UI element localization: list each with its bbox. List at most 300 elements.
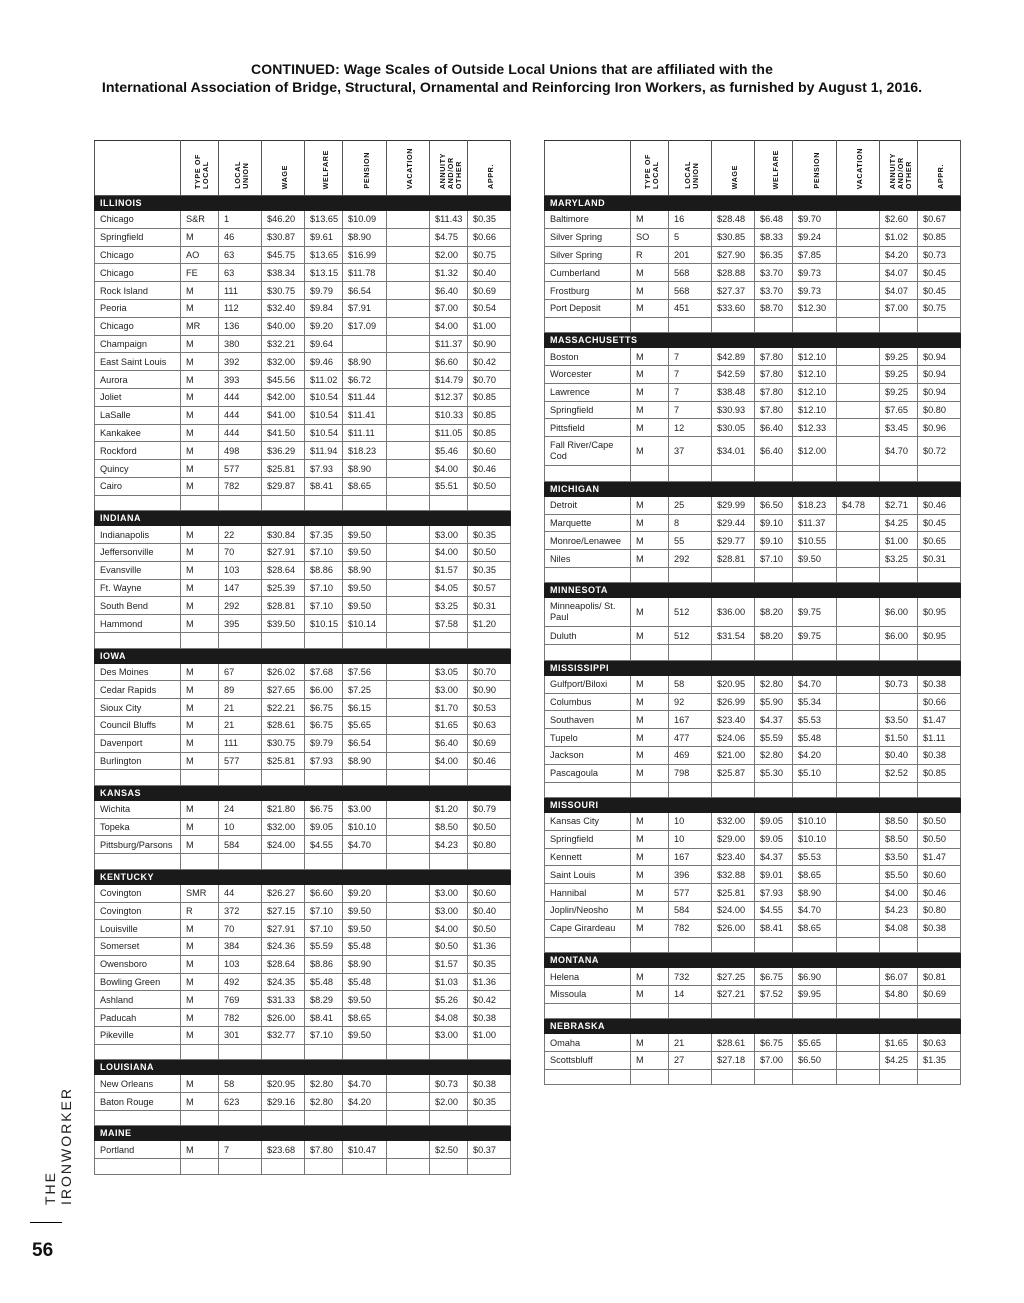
table-cell: $25.81 — [262, 752, 305, 770]
table-cell: $9.01 — [755, 866, 793, 884]
table-cell: Tupelo — [545, 729, 631, 747]
table-cell: Niles — [545, 550, 631, 568]
spacer-cell — [793, 782, 837, 798]
table-cell: $31.33 — [262, 991, 305, 1009]
table-cell: $9.50 — [343, 991, 387, 1009]
table-cell: 10 — [669, 813, 712, 831]
table-row — [545, 711, 961, 729]
spacer-cell — [918, 466, 961, 482]
column-header — [755, 141, 793, 196]
table-cell: $9.50 — [343, 1027, 387, 1045]
column-header-label: VACATION — [855, 147, 864, 189]
table-cell: $1.36 — [468, 938, 511, 956]
table-cell: Helena — [545, 968, 631, 986]
spacer-cell — [837, 466, 880, 482]
table-cell — [387, 299, 430, 317]
table-cell: $0.50 — [468, 544, 511, 562]
table-row — [545, 764, 961, 782]
table-cell: 21 — [219, 699, 262, 717]
page-number: 56 — [32, 1240, 54, 1261]
table-cell: $5.53 — [793, 848, 837, 866]
table-row — [545, 550, 961, 568]
table-cell: M — [631, 866, 669, 884]
table-cell — [387, 681, 430, 699]
table-cell: $0.50 — [918, 830, 961, 848]
table-cell: $4.00 — [430, 920, 468, 938]
table-cell: 63 — [219, 264, 262, 282]
table-row — [95, 663, 511, 681]
table-cell: 577 — [219, 460, 262, 478]
column-header-label: WAGE — [280, 164, 289, 189]
spacer-cell — [545, 466, 631, 482]
table-cell: $0.73 — [880, 675, 918, 693]
table-cell: $5.90 — [755, 693, 793, 711]
spacer-row — [95, 854, 511, 870]
spacer-cell — [669, 645, 712, 661]
table-row — [545, 598, 961, 627]
table-cell — [837, 711, 880, 729]
table-cell: $1.57 — [430, 955, 468, 973]
table-cell: $4.75 — [430, 228, 468, 246]
table-cell: M — [181, 424, 219, 442]
table-cell: $7.52 — [755, 985, 793, 1003]
table-cell: $4.00 — [430, 460, 468, 478]
spacer-cell — [880, 1003, 918, 1019]
table-cell: $0.66 — [468, 228, 511, 246]
table-cell: M — [181, 1093, 219, 1111]
table-cell: $30.85 — [712, 228, 755, 246]
table-cell: $7.10 — [305, 544, 343, 562]
spacer-cell — [755, 567, 793, 583]
table-cell: $4.00 — [430, 752, 468, 770]
table-cell: $11.05 — [430, 424, 468, 442]
table-cell: $12.10 — [793, 401, 837, 419]
table-cell: $6.50 — [793, 1052, 837, 1070]
spacer-cell — [262, 1159, 305, 1175]
table-cell: $7.80 — [755, 401, 793, 419]
table-cell: $9.70 — [793, 211, 837, 229]
table-cell: 393 — [219, 371, 262, 389]
table-cell: 70 — [219, 544, 262, 562]
spacer-cell — [262, 1110, 305, 1126]
table-cell: $36.00 — [712, 598, 755, 627]
spacer-cell — [712, 1069, 755, 1085]
table-cell: $11.02 — [305, 371, 343, 389]
table-cell: $21.80 — [262, 800, 305, 818]
table-cell — [880, 693, 918, 711]
column-header-label: ANNUITY AND/OR OTHER — [437, 152, 463, 189]
table-cell: $6.75 — [305, 716, 343, 734]
table-cell — [387, 246, 430, 264]
column-header — [387, 141, 430, 196]
table-cell: $41.00 — [262, 406, 305, 424]
table-cell: $24.06 — [712, 729, 755, 747]
table-cell: M — [631, 550, 669, 568]
table-cell: $4.37 — [755, 711, 793, 729]
table-row — [95, 1009, 511, 1027]
table-cell: $3.50 — [880, 848, 918, 866]
table-cell: $12.10 — [793, 348, 837, 366]
table-row — [545, 675, 961, 693]
spacer-cell — [837, 1003, 880, 1019]
table-cell: 103 — [219, 561, 262, 579]
table-cell: $0.90 — [468, 681, 511, 699]
table-cell: $32.00 — [712, 813, 755, 831]
table-cell: M — [181, 716, 219, 734]
spacer-row — [95, 1044, 511, 1060]
table-cell: $7.10 — [305, 597, 343, 615]
spacer-row — [95, 633, 511, 649]
table-cell: $2.00 — [430, 1093, 468, 1111]
table-cell: $3.00 — [430, 902, 468, 920]
table-cell: M — [181, 282, 219, 300]
table-row — [545, 884, 961, 902]
table-cell: 577 — [669, 884, 712, 902]
table-cell: $27.91 — [262, 920, 305, 938]
column-header — [669, 141, 712, 196]
table-cell: $4.08 — [430, 1009, 468, 1027]
table-cell: $8.41 — [305, 1009, 343, 1027]
table-cell: $7.56 — [343, 663, 387, 681]
table-row — [545, 813, 961, 831]
table-cell: $1.00 — [468, 1027, 511, 1045]
table-cell: Cape Girardeau — [545, 919, 631, 937]
table-cell — [387, 1141, 430, 1159]
table-cell: $4.05 — [430, 579, 468, 597]
table-cell: $23.40 — [712, 848, 755, 866]
column-header-label: LOCAL UNION — [683, 161, 700, 189]
table-cell: $0.35 — [468, 1093, 511, 1111]
table-cell: $0.38 — [918, 675, 961, 693]
table-cell: Rockford — [95, 442, 181, 460]
table-cell: $7.00 — [755, 1052, 793, 1070]
table-cell: Peoria — [95, 299, 181, 317]
table-cell: 136 — [219, 317, 262, 335]
title-prefix: CONTINUED: — [251, 61, 340, 77]
table-cell: Jackson — [545, 746, 631, 764]
table-row — [95, 317, 511, 335]
table-cell: $9.46 — [305, 353, 343, 371]
table-cell: $12.10 — [793, 366, 837, 384]
table-cell: $8.20 — [755, 627, 793, 645]
spacer-cell — [305, 495, 343, 511]
table-cell: $1.57 — [430, 561, 468, 579]
table-cell: $2.80 — [755, 746, 793, 764]
table-cell: $6.00 — [305, 681, 343, 699]
table-cell: R — [631, 246, 669, 264]
table-cell — [837, 848, 880, 866]
spacer-cell — [755, 645, 793, 661]
spacer-cell — [219, 770, 262, 786]
table-cell — [387, 615, 430, 633]
table-cell: $3.00 — [430, 681, 468, 699]
table-cell: 167 — [669, 711, 712, 729]
table-cell: 44 — [219, 884, 262, 902]
table-cell: Somerset — [95, 938, 181, 956]
table-cell: $1.20 — [468, 615, 511, 633]
table-cell — [387, 920, 430, 938]
table-cell: $0.73 — [918, 246, 961, 264]
table-cell: $0.96 — [918, 419, 961, 437]
table-cell: Bowling Green — [95, 973, 181, 991]
table-cell: $1.70 — [430, 699, 468, 717]
table-cell — [837, 902, 880, 920]
table-cell: 112 — [219, 299, 262, 317]
table-cell: FE — [181, 264, 219, 282]
table-cell: $1.36 — [468, 973, 511, 991]
table-cell: $1.47 — [918, 848, 961, 866]
table-cell: $1.03 — [430, 973, 468, 991]
spacer-cell — [181, 495, 219, 511]
table-cell: $32.88 — [712, 866, 755, 884]
table-row — [545, 264, 961, 282]
table-cell: 372 — [219, 902, 262, 920]
spacer-cell — [468, 1159, 511, 1175]
table-cell — [837, 211, 880, 229]
state-name: IOWA — [95, 648, 511, 663]
table-cell: New Orleans — [95, 1075, 181, 1093]
table-cell: 111 — [219, 734, 262, 752]
table-cell: $10.54 — [305, 424, 343, 442]
table-cell: M — [181, 353, 219, 371]
table-row — [545, 383, 961, 401]
spacer-cell — [430, 633, 468, 649]
table-cell — [837, 366, 880, 384]
table-cell: Scottsbluff — [545, 1052, 631, 1070]
table-cell: $7.58 — [430, 615, 468, 633]
table-cell: 568 — [669, 264, 712, 282]
column-header — [918, 141, 961, 196]
table-cell: $9.79 — [305, 282, 343, 300]
table-cell: $0.94 — [918, 383, 961, 401]
table-cell: $29.00 — [712, 830, 755, 848]
table-cell — [387, 460, 430, 478]
table-cell: Hannibal — [545, 884, 631, 902]
spacer-cell — [343, 770, 387, 786]
table-cell: $9.73 — [793, 282, 837, 300]
spacer-cell — [880, 645, 918, 661]
table-row — [95, 1093, 511, 1111]
spacer-row — [545, 567, 961, 583]
table-cell: $28.81 — [712, 550, 755, 568]
table-cell: M — [181, 615, 219, 633]
table-cell: $0.85 — [468, 406, 511, 424]
table-cell: Pascagoula — [545, 764, 631, 782]
spacer-cell — [631, 567, 669, 583]
table-cell — [387, 317, 430, 335]
spacer-cell — [95, 1159, 181, 1175]
spacer-cell — [387, 633, 430, 649]
table-cell — [837, 228, 880, 246]
table-cell: $6.40 — [755, 419, 793, 437]
table-cell: S&R — [181, 211, 219, 229]
wage-table-left — [94, 140, 511, 1175]
table-cell: $1.20 — [430, 800, 468, 818]
table-cell: $16.99 — [343, 246, 387, 264]
spacer-cell — [712, 937, 755, 953]
table-cell: Kennett — [545, 848, 631, 866]
spacer-cell — [918, 567, 961, 583]
table-cell: $27.18 — [712, 1052, 755, 1070]
spacer-cell — [430, 495, 468, 511]
table-cell: $10.10 — [793, 813, 837, 831]
table-cell: $0.73 — [430, 1075, 468, 1093]
table-cell: $42.59 — [712, 366, 755, 384]
table-cell: 103 — [219, 955, 262, 973]
table-cell: 395 — [219, 615, 262, 633]
table-cell: M — [631, 348, 669, 366]
table-row — [95, 388, 511, 406]
table-cell: M — [181, 920, 219, 938]
table-row — [95, 716, 511, 734]
table-cell: $0.63 — [918, 1034, 961, 1052]
table-cell: $1.35 — [918, 1052, 961, 1070]
spacer-cell — [918, 645, 961, 661]
table-cell: M — [181, 836, 219, 854]
table-cell: M — [181, 371, 219, 389]
table-cell: $5.34 — [793, 693, 837, 711]
spacer-cell — [468, 633, 511, 649]
spacer-cell — [918, 782, 961, 798]
table-cell: Burlington — [95, 752, 181, 770]
table-cell: $26.02 — [262, 663, 305, 681]
table-cell: $26.99 — [712, 693, 755, 711]
spacer-cell — [545, 782, 631, 798]
state-name: MINNESOTA — [545, 583, 961, 598]
table-row — [545, 401, 961, 419]
table-row — [95, 1141, 511, 1159]
state-name: NEBRASKA — [545, 1019, 961, 1034]
table-cell: $8.20 — [755, 598, 793, 627]
spacer-cell — [837, 567, 880, 583]
state-header-row — [545, 953, 961, 968]
table-row — [95, 353, 511, 371]
table-cell: $7.10 — [305, 1027, 343, 1045]
table-cell — [387, 752, 430, 770]
table-cell: $31.54 — [712, 627, 755, 645]
table-cell: $5.59 — [755, 729, 793, 747]
table-cell: Omaha — [545, 1034, 631, 1052]
table-cell: $0.31 — [918, 550, 961, 568]
table-cell: 1 — [219, 211, 262, 229]
table-cell — [387, 938, 430, 956]
table-cell — [387, 526, 430, 544]
table-cell: Sioux City — [95, 699, 181, 717]
table-cell: 7 — [669, 366, 712, 384]
column-header — [712, 141, 755, 196]
table-cell: $3.50 — [880, 711, 918, 729]
spacer-cell — [219, 1159, 262, 1175]
table-cell — [837, 348, 880, 366]
spacer-cell — [181, 1044, 219, 1060]
table-cell — [837, 282, 880, 300]
table-cell: $0.85 — [468, 424, 511, 442]
spacer-cell — [793, 645, 837, 661]
table-row — [95, 406, 511, 424]
table-row — [95, 442, 511, 460]
table-cell: $9.84 — [305, 299, 343, 317]
spacer-cell — [181, 633, 219, 649]
state-name: KANSAS — [95, 785, 511, 800]
table-cell: $4.20 — [343, 1093, 387, 1111]
state-name: MASSACHUSETTS — [545, 333, 961, 348]
table-cell: $1.65 — [880, 1034, 918, 1052]
table-cell: $30.75 — [262, 734, 305, 752]
table-cell: AO — [181, 246, 219, 264]
table-cell: $0.60 — [468, 442, 511, 460]
table-cell: $0.42 — [468, 353, 511, 371]
spacer-cell — [880, 567, 918, 583]
table-cell: $1.50 — [880, 729, 918, 747]
table-cell — [837, 401, 880, 419]
table-cell: Kansas City — [545, 813, 631, 831]
table-cell — [387, 818, 430, 836]
table-cell: $9.75 — [793, 598, 837, 627]
table-cell: M — [181, 663, 219, 681]
table-cell: $46.20 — [262, 211, 305, 229]
table-cell: $0.45 — [918, 282, 961, 300]
table-cell: M — [631, 813, 669, 831]
spacer-cell — [755, 466, 793, 482]
table-cell: $0.63 — [468, 716, 511, 734]
column-header-label: APPR. — [936, 164, 945, 189]
table-cell: Aurora — [95, 371, 181, 389]
table-cell: 7 — [219, 1141, 262, 1159]
table-cell: $0.42 — [468, 991, 511, 1009]
column-header — [793, 141, 837, 196]
spacer-cell — [880, 782, 918, 798]
table-cell: $1.00 — [468, 317, 511, 335]
table-cell — [387, 388, 430, 406]
table-cell: $0.45 — [918, 514, 961, 532]
table-cell: $26.27 — [262, 884, 305, 902]
column-header — [219, 141, 262, 196]
table-cell: 89 — [219, 681, 262, 699]
table-cell: $5.48 — [305, 973, 343, 991]
table-cell: 7 — [669, 401, 712, 419]
spacer-cell — [430, 770, 468, 786]
spacer-cell — [468, 854, 511, 870]
table-cell: 10 — [219, 818, 262, 836]
table-cell: $0.75 — [468, 246, 511, 264]
spacer-cell — [387, 1044, 430, 1060]
table-cell: $11.41 — [343, 406, 387, 424]
table-cell: Chicago — [95, 264, 181, 282]
table-cell: 70 — [219, 920, 262, 938]
table-cell: $6.75 — [305, 800, 343, 818]
table-cell: 451 — [669, 299, 712, 317]
spacer-cell — [181, 770, 219, 786]
spacer-cell — [669, 317, 712, 333]
table-cell: $11.37 — [793, 514, 837, 532]
table-cell: Lawrence — [545, 383, 631, 401]
table-cell: Boston — [545, 348, 631, 366]
table-cell: $9.25 — [880, 366, 918, 384]
table-cell: $0.94 — [918, 366, 961, 384]
table-cell: $23.68 — [262, 1141, 305, 1159]
table-cell: $24.35 — [262, 973, 305, 991]
table-cell: $4.70 — [880, 437, 918, 466]
table-cell: M — [631, 532, 669, 550]
table-row — [95, 991, 511, 1009]
spacer-cell — [387, 770, 430, 786]
spacer-cell — [880, 1069, 918, 1085]
table-cell: Port Deposit — [545, 299, 631, 317]
table-cell: $1.11 — [918, 729, 961, 747]
table-cell: $5.46 — [430, 442, 468, 460]
table-cell: $30.84 — [262, 526, 305, 544]
spacer-cell — [669, 1069, 712, 1085]
